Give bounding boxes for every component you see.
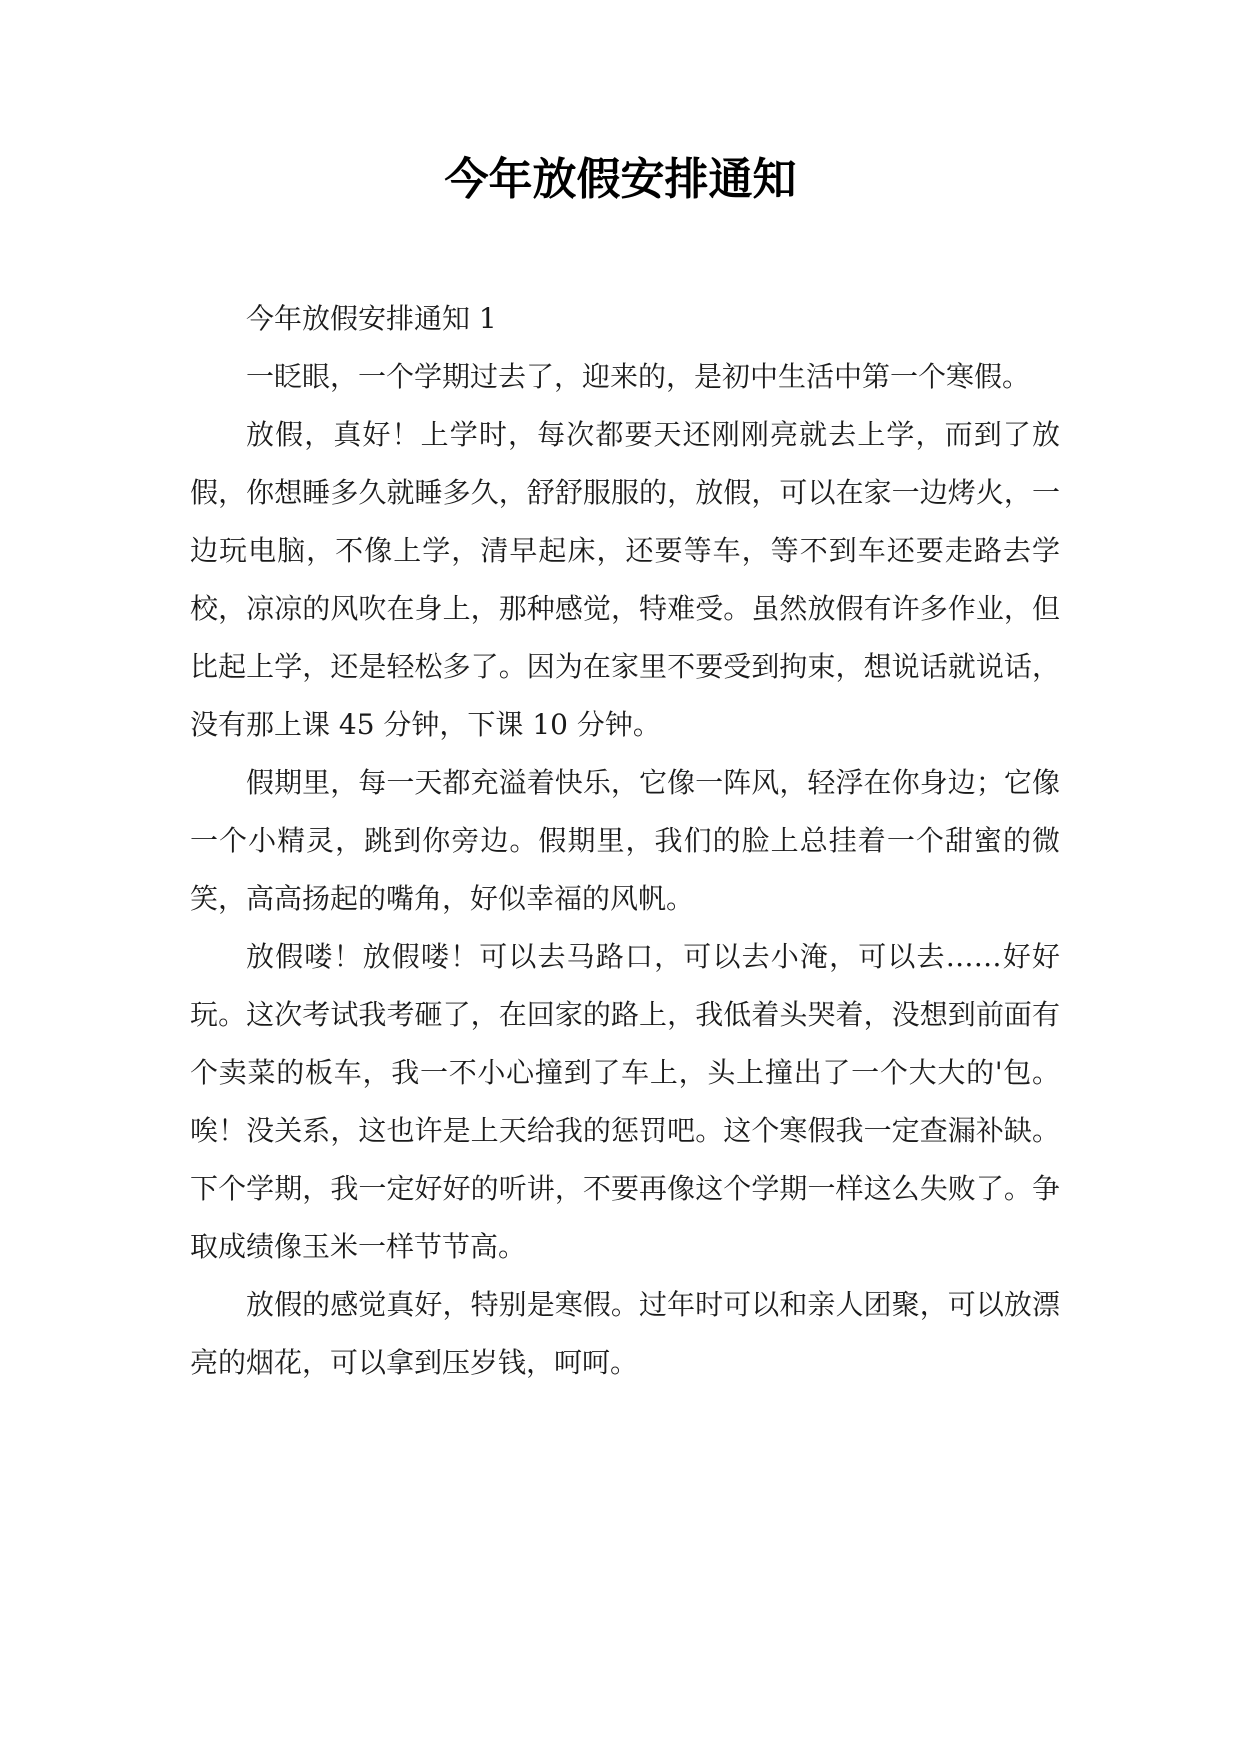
paragraph: 放假，真好！上学时，每次都要天还刚刚亮就去上学，而到了放假，你想睡多久就睡多久，舒舒服服的，放假，可以在家一边烤火，一边玩电脑，不像上学，清早起床，还要等车，等不到车还要走路去学校，凉凉的风吹在身上，那种感觉，特难受。虽然放假有许多作业，但比起上学，还是轻松多了。因为在家里不要受到拘束，想说话就说话，没有那上课 45 分钟，下课 10 分钟。 [190, 418, 1060, 741]
paragraph: 放假的感觉真好，特别是寒假。过年时可以和亲人团聚，可以放漂亮的烟花，可以拿到压岁钱，呵呵。 [190, 1288, 1060, 1379]
paragraph: 假期里，每一天都充溢着快乐，它像一阵风，轻浮在你身边；它像一个小精灵，跳到你旁边。假期里，我们的脸上总挂着一个甜蜜的微笑，高高扬起的嘴角，好似幸福的风帆。 [190, 766, 1060, 915]
document-title: 今年放假安排通知 [444, 154, 797, 205]
section-heading: 今年放假安排通知 1 [246, 302, 497, 335]
paragraph: 放假喽！放假喽！可以去马路口，可以去小淹，可以去……好好玩。这次考试我考砸了，在回家的路上，我低着头哭着，没想到前面有个卖菜的板车，我一不小心撞到了车上，头上撞出了一个大大的'包。唉！没关系，这也许是上天给我的惩罚吧。这个寒假我一定查漏补缺。下个学期，我一定好好的听讲，不要再像这个学期一样这么失败了。争取成绩像玉米一样节节高。 [190, 940, 1060, 1263]
document-body [190, 290, 1060, 1392]
paragraph: 一眨眼，一个学期过去了，迎来的，是初中生活中第一个寒假。 [246, 360, 1031, 393]
